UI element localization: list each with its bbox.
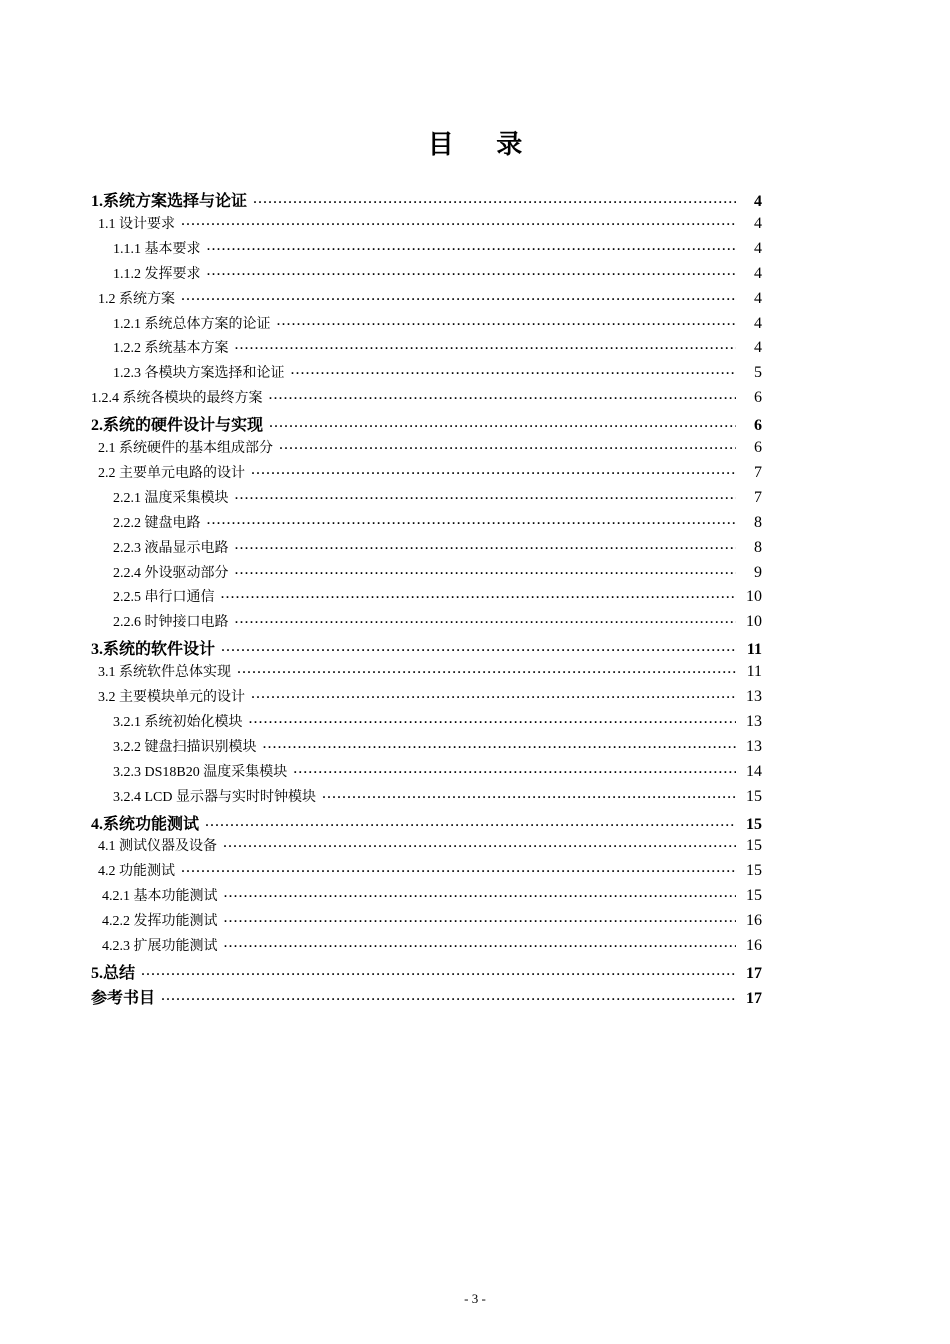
toc-entry-page-number: 4 <box>754 193 762 210</box>
dot-leader <box>224 889 737 904</box>
toc-entry[interactable] <box>113 786 762 810</box>
toc-entry-title: 3.1 系统软件总体实现 <box>98 665 231 680</box>
dot-leader <box>207 242 737 257</box>
dot-leader <box>224 914 737 929</box>
toc-entry[interactable] <box>113 362 762 386</box>
toc-entry-title: 2.2.6 时钟接口电路 <box>113 615 229 630</box>
toc-entry-page-number: 6 <box>754 389 762 406</box>
toc-entry[interactable] <box>113 711 762 735</box>
toc-entry-title: 4.系统功能测试 <box>91 816 200 833</box>
toc-entry-page-number: 15 <box>746 887 762 904</box>
toc-entry-title: 1.1.1 基本要求 <box>113 242 201 257</box>
page-number-footer: - 3 - <box>464 1291 486 1306</box>
dot-leader <box>235 491 737 506</box>
toc-entry-title: 2.2.1 温度采集模块 <box>113 491 229 506</box>
toc-entry-title: 2.2.3 液晶显示电路 <box>113 541 229 556</box>
toc-entry-page-number: 15 <box>746 788 762 805</box>
toc-entry-page-number: 11 <box>746 641 762 658</box>
dot-leader <box>237 665 736 680</box>
toc-entry-title: 2.2.5 串行口通信 <box>113 590 215 605</box>
dot-leader <box>263 740 737 755</box>
toc-entry[interactable] <box>113 562 762 586</box>
dot-leader <box>235 341 737 356</box>
toc-entry-page-number: 10 <box>746 588 762 605</box>
toc-entry-title: 2.1 系统硬件的基本组成部分 <box>98 441 273 456</box>
dot-leader <box>269 419 736 434</box>
toc-entry-page-number: 7 <box>754 489 762 506</box>
toc-entry-page-number: 4 <box>754 290 762 307</box>
toc-entry[interactable] <box>113 761 762 785</box>
toc-entry-title: 2.2 主要单元电路的设计 <box>98 466 245 481</box>
dot-leader <box>249 715 737 730</box>
toc-entry-title: 3.2.4 LCD 显示器与实时时钟模块 <box>113 790 316 805</box>
toc-entry[interactable] <box>113 313 762 337</box>
toc-entry[interactable] <box>98 213 762 237</box>
toc-entry-title: 3.2.3 DS18B20 温度采集模块 <box>113 765 288 780</box>
toc-entry[interactable] <box>91 387 762 411</box>
toc-entry[interactable] <box>98 661 762 685</box>
toc-entry-title: 1.2.3 各模块方案选择和论证 <box>113 366 285 381</box>
toc-entry[interactable] <box>113 263 762 287</box>
toc-entry-page-number: 5 <box>754 364 762 381</box>
toc-entry[interactable] <box>91 188 762 212</box>
toc-entry-title: 2.系统的硬件设计与实现 <box>91 417 264 434</box>
toc-entry[interactable] <box>91 960 762 984</box>
toc-entry-title: 4.2.2 发挥功能测试 <box>102 914 218 929</box>
toc-entry-page-number: 14 <box>746 763 762 780</box>
toc-entry-page-number: 13 <box>746 738 762 755</box>
dot-leader <box>207 267 737 282</box>
toc-entry[interactable] <box>113 586 762 610</box>
toc-entry[interactable] <box>91 985 762 1009</box>
dot-leader <box>253 195 736 210</box>
toc-entry-page-number: 4 <box>754 240 762 257</box>
toc-entry-page-number: 10 <box>746 613 762 630</box>
toc-entry-title: 1.2.1 系统总体方案的论证 <box>113 317 271 332</box>
dot-leader <box>277 317 737 332</box>
toc-entry-title: 1.2.4 系统各模块的最终方案 <box>91 391 263 406</box>
toc-entry-title: 5.总结 <box>91 965 136 982</box>
toc-entry-page-number: 13 <box>746 688 762 705</box>
toc-entry[interactable] <box>91 636 762 660</box>
dot-leader <box>269 391 737 406</box>
toc-entry-title: 3.2 主要模块单元的设计 <box>98 690 245 705</box>
toc-entry-page-number: 16 <box>746 937 762 954</box>
toc-entry-page-number: 6 <box>754 417 762 434</box>
toc-entry[interactable] <box>98 288 762 312</box>
toc-entry-page-number: 15 <box>746 837 762 854</box>
toc-entry-title: 3.2.1 系统初始化模块 <box>113 715 243 730</box>
toc-entry[interactable] <box>102 910 762 934</box>
toc-entry-title: 3.2.2 键盘扫描识别模块 <box>113 740 257 755</box>
toc-entry-page-number: 11 <box>746 663 762 680</box>
toc-entry-page-number: 4 <box>754 265 762 282</box>
toc-entry[interactable] <box>102 935 762 959</box>
dot-leader <box>235 566 737 581</box>
dot-leader <box>322 790 736 805</box>
dot-leader <box>205 818 736 833</box>
toc-entry-title: 4.2.3 扩展功能测试 <box>102 939 218 954</box>
toc-entry-page-number: 16 <box>746 912 762 929</box>
toc-entry-page-number: 4 <box>754 315 762 332</box>
toc-entry-title: 4.2 功能测试 <box>98 864 175 879</box>
toc-entry[interactable] <box>113 238 762 262</box>
toc-entry-page-number: 4 <box>754 215 762 232</box>
toc-entry-title: 1.1 设计要求 <box>98 217 175 232</box>
dot-leader <box>251 690 736 705</box>
toc-entry-page-number: 4 <box>754 339 762 356</box>
toc-entry[interactable] <box>91 811 762 835</box>
dot-leader <box>181 864 736 879</box>
dot-leader <box>235 615 737 630</box>
toc-entry-title: 2.2.2 键盘电路 <box>113 516 201 531</box>
toc-entry[interactable] <box>102 885 762 909</box>
toc-entry[interactable] <box>98 835 762 859</box>
toc-entry-page-number: 15 <box>746 862 762 879</box>
dot-leader <box>293 765 736 780</box>
dot-leader <box>223 839 736 854</box>
toc-entry-page-number: 7 <box>754 464 762 481</box>
toc-entry[interactable] <box>113 487 762 511</box>
toc-entry[interactable] <box>98 437 762 461</box>
toc-entry-title: 1.2 系统方案 <box>98 292 175 307</box>
dot-leader <box>181 217 736 232</box>
toc-entry-title: 4.2.1 基本功能测试 <box>102 889 218 904</box>
dot-leader <box>181 292 736 307</box>
toc-entry-page-number: 17 <box>746 990 762 1007</box>
dot-leader <box>221 643 736 658</box>
toc-entry-page-number: 8 <box>754 539 762 556</box>
toc-entry-page-number: 6 <box>754 439 762 456</box>
toc-entry[interactable] <box>98 860 762 884</box>
toc-entry-page-number: 15 <box>746 816 762 833</box>
toc-entry[interactable] <box>91 412 762 436</box>
dot-leader <box>207 516 737 531</box>
toc-entry-page-number: 9 <box>754 564 762 581</box>
toc-entry[interactable] <box>113 337 762 361</box>
toc-entry[interactable] <box>98 686 762 710</box>
toc-entry-title: 参考书目 <box>91 990 156 1007</box>
dot-leader <box>161 992 736 1007</box>
toc-entry-title: 2.2.4 外设驱动部分 <box>113 566 229 581</box>
toc-entry[interactable] <box>113 736 762 760</box>
dot-leader <box>221 590 737 605</box>
toc-entry-page-number: 17 <box>746 965 762 982</box>
toc-entry-title: 1.2.2 系统基本方案 <box>113 341 229 356</box>
toc-entry-title: 3.系统的软件设计 <box>91 641 216 658</box>
dot-leader <box>251 466 736 481</box>
toc-entry[interactable] <box>113 537 762 561</box>
toc-entry-title: 1.系统方案选择与论证 <box>91 193 248 210</box>
dot-leader <box>235 541 737 556</box>
toc-entry[interactable] <box>98 462 762 486</box>
toc-entry-title: 4.1 测试仪器及设备 <box>98 839 217 854</box>
toc-entry-title: 1.1.2 发挥要求 <box>113 267 201 282</box>
dot-leader <box>291 366 737 381</box>
page-title: 目 录 <box>427 130 541 159</box>
toc-entry[interactable] <box>113 512 762 536</box>
dot-leader <box>224 939 737 954</box>
dot-leader <box>279 441 736 456</box>
toc-entry[interactable] <box>113 611 762 635</box>
dot-leader <box>141 967 736 982</box>
toc-entry-page-number: 8 <box>754 514 762 531</box>
toc-entry-page-number: 13 <box>746 713 762 730</box>
